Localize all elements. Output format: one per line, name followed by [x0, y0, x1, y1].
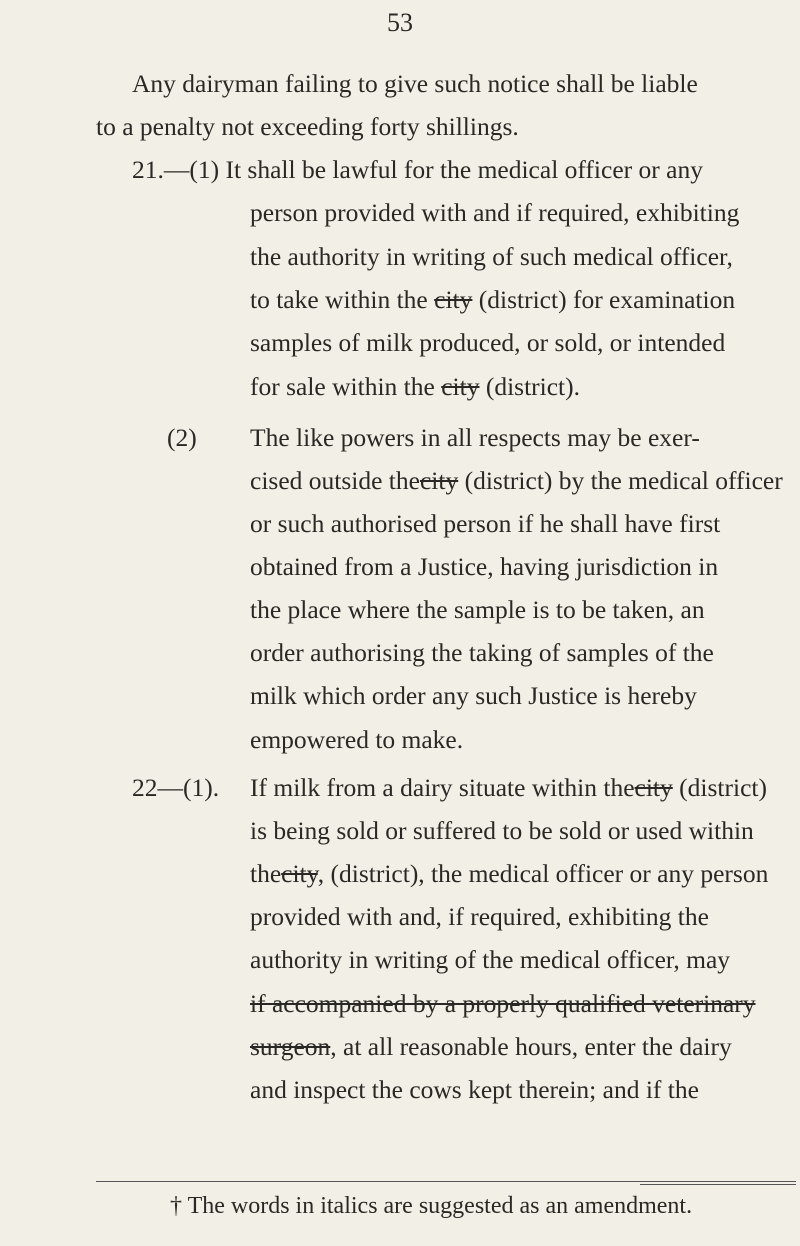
text-line: and inspect the cows kept therein; and if the [250, 1075, 699, 1104]
struck-word: city [434, 285, 473, 314]
text-segment: (district) by the medical officer [464, 466, 783, 495]
text-line: person provided with and if required, exhibiting [250, 198, 740, 227]
text-segment: (district). [485, 372, 581, 401]
struck-word: city [281, 859, 318, 888]
text-line: 21.—(1) It shall be lawful for the medical officer or any [132, 155, 703, 184]
text-segment: (district) [679, 773, 767, 802]
text-line: The like powers in all respects may be exer- [250, 423, 700, 452]
struck-word: city [634, 773, 673, 802]
section-number: 22—(1). [132, 773, 220, 802]
text-line [250, 468, 783, 494]
text-line [250, 861, 768, 887]
rule [96, 1181, 796, 1182]
text-line: order authorising the taking of samples of the [250, 638, 714, 667]
text-segment: for sale within the [250, 372, 435, 401]
struck-word: city [441, 372, 480, 401]
text-line: milk which order any such Justice is hereby [250, 681, 697, 710]
text-line: or such authorised person if he shall have first [250, 509, 721, 538]
text-segment: cised outside the [250, 466, 420, 495]
struck-line: if accompanied by a properly qualified veterinary [250, 989, 756, 1018]
text-line [250, 374, 580, 400]
text-line: to a penalty not exceeding forty shillings. [96, 112, 519, 141]
text-line [250, 1034, 732, 1060]
text-segment: to take within the [250, 285, 428, 314]
text-line [250, 775, 767, 801]
rule [640, 1184, 796, 1185]
text-line: samples of milk produced, or sold, or intended [250, 328, 726, 357]
text-segment: the [250, 859, 282, 888]
text-line: provided with and, if required, exhibiting the [250, 902, 709, 931]
text-line: authority in writing of the medical officer, may [250, 945, 731, 974]
text-line: Any dairyman failing to give such notice shall be liable [132, 69, 698, 98]
struck-word: surgeon [250, 1032, 331, 1061]
page-number: 53 [387, 8, 413, 37]
struck-word: city [419, 466, 459, 495]
text-segment: If milk from a dairy situate within the [250, 773, 635, 802]
text-line: the authority in writing of such medical officer, [250, 242, 733, 271]
text-segment: , at all reasonable hours, enter the dairy [330, 1032, 732, 1061]
subsection-number: (2) [167, 423, 197, 452]
text-line: empowered to make. [250, 725, 464, 754]
footnote: † The words in italics are suggested as an amendment. [170, 1193, 693, 1219]
text-segment: , (district), the medical officer or any person [317, 859, 769, 888]
text-line [250, 287, 735, 313]
text-segment: (district) for examination [478, 285, 736, 314]
text-line: is being sold or suffered to be sold or used within [250, 816, 754, 845]
text-line: obtained from a Justice, having jurisdiction in [250, 552, 719, 581]
text-line: the place where the sample is to be taken, an [250, 595, 705, 624]
